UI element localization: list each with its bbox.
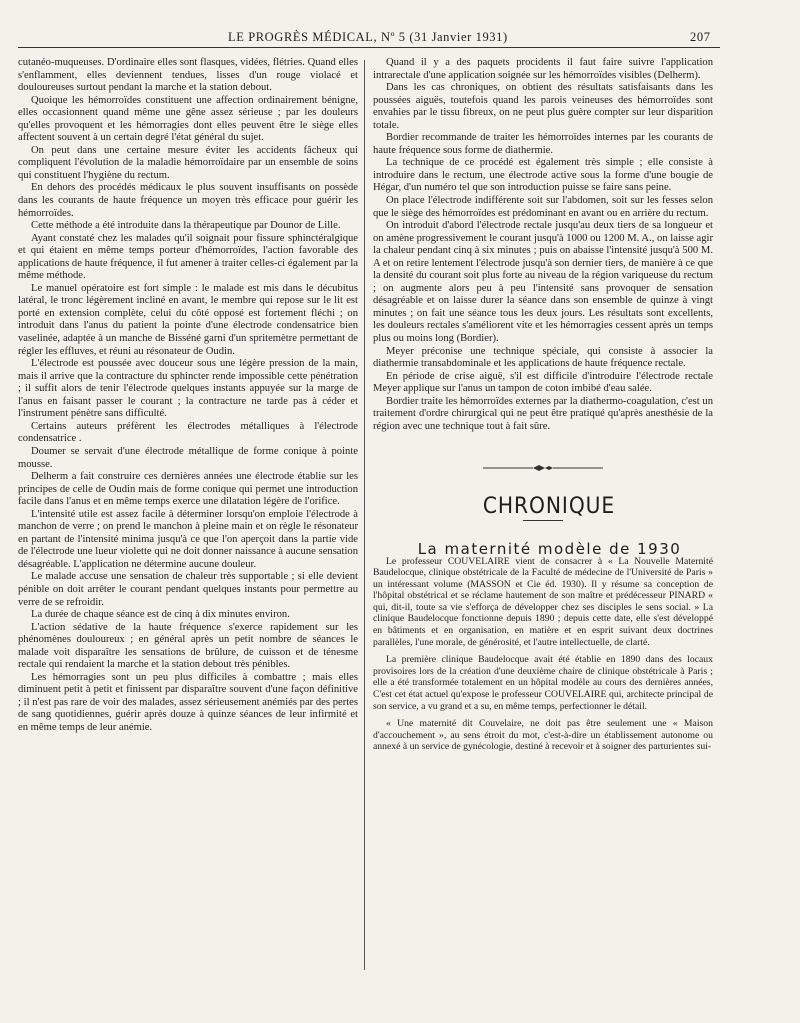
paragraph: Doumer se servait d'une électrode métallique de forme conique à pointe mousse. xyxy=(18,445,358,470)
section-heading: CHRONIQUE xyxy=(482,494,616,520)
right-column xyxy=(373,57,713,977)
paragraph: L'intensité utile est assez facile à déterminer lorsqu'on emploie l'électrode à manchon de verre ; on prend le manchon à pleine main et on règle le résonateur en partant de l'intensité minima jusqu'à ce que l'on aperçoit dans la partie vide de l'électrode une lueur violette qui ne doit donner naissance à aucune sensation désagréable. L'application ne détermine aucune douleur. xyxy=(18,508,358,570)
header-rule xyxy=(18,47,720,48)
article-title: La maternité modèle de 1930 xyxy=(417,539,682,558)
paragraph: Ayant constaté chez les malades qu'il soignait pour fissure sphinctéralgique et qui étaient en même temps porteur d'hémorroïdes, l'action favorable des applications de haute fréquence, il fut amener à traiter celles-ci également par la même méthode. xyxy=(18,232,358,282)
paragraph: Le malade accuse une sensation de chaleur très supportable ; si elle devient pénible on doit arrêter le courant pendant quelques instants pour permettre au verre de se refroidir. xyxy=(18,571,358,608)
paragraph: Dans les cas chroniques, on obtient des résultats satisfaisants dans les poussées aiguës, toutefois quand les parois veineuses des hémorroïdes sont envahies par le tissu fibreux, on ne peut plus guère compter sur leur disparition totale. xyxy=(373,82,713,131)
paragraph: L'électrode est poussée avec douceur sous une légère pression de la main, mais il arrive que la contracture du sphincter rende impossible cette pénétration ; il suffit alors de tenir l'électrode quelques instants appuyée sur la marge de l'anus en faisant passer le courant ; la contracture ne tarde pas à céder et l'instrument pénètre sans difficulté. xyxy=(18,358,358,420)
article-body xyxy=(373,556,713,754)
paragraph: La première clinique Baudelocque avait été établie en 1890 dans des locaux provisoires lors de la création d'une deuxième chaire de clinique obstétricale à Paris ; elle a été transformée totalement en un hôpital modèle au cours des dernières années, C'est cet état actuel qu'expose le professeur COUVELAIRE qui, architecte principal de son service, a vu grand et a su, en même temps, perfectionner le détail. xyxy=(373,654,713,712)
paragraph: On place l'électrode indifférente soit sur l'abdomen, soit sur les fesses selon que le siège des hémorroïdes est prédominant en avant ou en arrière du rectum. xyxy=(373,195,713,219)
paragraph: « Une maternité dit Couvelaire, ne doit pas être seulement une « Maison d'accouchement », au sens étroit du mot, c'est-à-dire un établissement autonome ou annexé à un service de gynécologie, destiné à recevoir et à soigner des parturientes sui- xyxy=(373,718,713,753)
paragraph: Delherm a fait construire ces dernières années une électrode établie sur les principes de celle de Oudin mais de forme conique qui permet une introduction facile dans l'anus et en même temps exerce une dilatation légère de l'orifice. xyxy=(18,471,358,508)
ornament-divider xyxy=(483,463,603,473)
paragraph: Quoique les hémorroïdes constituent une affection ordinairement bénigne, elles occasionnent quand même une gêne assez sérieuse ; par les douleurs qu'elles provoquent et les hémorragies dont elles peuvent être le siège elles affectent souvent à un certain degré l'état général du sujet. xyxy=(18,94,358,144)
paragraph: Bordier traite les hémorroïdes externes par la diathermo-coagulation, c'est un traitement d'ordre chirurgical qui ne peut être pratiqué qu'après anesthésie de la région avec une technique tout à fait sûre. xyxy=(373,395,713,432)
paragraph: Les hémorragies sont un peu plus difficiles à combattre ; mais elles diminuent petit à petit et finissent par disparaître souvent d'une façon définitive ; il n'est pas rare de voir des malades, assez sérieusement anémiés par des pertes de sang quotidiennes, guérir après douze à quinze séances de leur infirmité et en même temps de leur anémie. xyxy=(18,671,358,733)
column-divider xyxy=(364,60,365,970)
paragraph: Certains auteurs préfèrent les électrodes métalliques à l'électrode condensatrice . xyxy=(18,420,358,445)
paragraph: Bordier recommande de traiter les hémorroïdes internes par les courants de haute fréquence sous forme de diathermie. xyxy=(373,132,713,156)
paragraph: L'action sédative de la haute fréquence s'exerce rapidement sur les phénomènes douloureux ; en général après un petit nombre de séances le malade voit disparaître les sensations de brûlure, de cuisson et de ténesme rectale qui rendaient la marche et la station debout très pénibles. xyxy=(18,621,358,671)
paragraph: Le professeur COUVELAIRE vient de consacrer à « La Nouvelle Maternité Baudelocque, clinique obstétricale de la Faculté de médecine de l'Université de Paris » un intéressant volume (MASSON et Cie éd. 1930). Il y résume sa conception de l'hôpital obstétrical et se réclame hautement de son maître et prédécesseur PINARD « qui, dit-il, toute sa vie s'efforça de développer chez ses disciples le sens social. » La clinique Baudelocque fonctionne depuis 1890 ; depuis cette date, elle s'est développé en bâtiments et en organisation, en matière et en esprit suivant deux doctrines parallèles, l'une morale, de générosité, et l'autre intellectuelle, de clarté. xyxy=(373,555,713,648)
left-column xyxy=(18,57,358,977)
paragraph: La technique de ce procédé est également très simple ; elle consiste à introduire dans le rectum, une électrode active sous la forme d'une bougie de Hégar, d'un numéro tel que son introduction puisse se faire sans peine. xyxy=(373,157,713,194)
paragraph: On peut dans une certaine mesure éviter les accidents fâcheux qui compliquent l'évolution de la maladie hémorroïdaire par un ensemble de soins qui constituent l'hygiène du rectum. xyxy=(18,144,358,181)
paragraph: En période de crise aiguë, s'il est difficile d'introduire l'électrode rectale Meyer applique sur l'anus un tampon de coton imbibé d'eau salée. xyxy=(373,370,713,395)
paragraph: Meyer préconise une technique spéciale, qui consiste à associer la diathermie transabdominale et les applications de haute fréquence rectale. xyxy=(373,345,713,370)
paragraph: Quand il y a des paquets procidents il faut faire suivre l'application intrarectale d'une application soignée sur les hémorroïdes visibles (Delherm). xyxy=(373,57,713,81)
paragraph: On introduit d'abord l'électrode rectale jusqu'au deux tiers de sa longueur et on amène progressivement le courant jusqu'à 1000 ou 1200 M. A., on laisse agir la chaleur pendant cinq à six minutes ; puis on abaisse l'intensité jusqu'à 500 M. A et on retire lentement l'électrode jusqu'à son dernier tiers, de manière à ce que la densité du courant soit plus forte au niveau de la région variqueuse du rectum ; on augmente alors peu à peu l'intensité sans provoquer de sensation désagréable et on laisse durer la séance dans son ensemble de quinze à vingt minutes ; on fait une séance tous les deux jours. Les résultats sont excellents, les douleurs rectales s'améliorent vite et les hémorragies cessent après un temps plus ou moins long (Bordier). xyxy=(373,220,713,345)
heading-rule xyxy=(523,520,563,521)
paragraph: En dehors des procédés médicaux le plus souvent insuffisants on possède dans les courants de haute fréquence un moyen très efficace pour guérir les hémorroïdes. xyxy=(18,182,358,219)
paragraph: cutanéo-muqueuses. D'ordinaire elles sont flasques, vidées, flétries. Quand elles s'enflamment, elles deviennent tendues, lisses d'un rouge violacé et douloureuses surtout pendant la marche et la station debout. xyxy=(18,57,358,94)
running-title: LE PROGRÈS MÉDICAL, Nº 5 (31 Janvier 1931) xyxy=(228,30,508,44)
paragraph: La durée de chaque séance est de cinq à dix minutes environ. xyxy=(31,609,290,621)
paragraph: Le manuel opératoire est fort simple : le malade est mis dans le décubitus latéral, le tronc légèrement incliné en avant, le membre qui repose sur le lit est porté en extension complète, celui du côté opposé est fortement fléchi ; on introduit dans l'anus du patient la pointe d'une électrode condensatrice bien vaselinée, adaptée à un manche de Bisséné garni d'un spritemètre permettant de régler les effluves, et réuni au résonateur de Oudin. xyxy=(18,282,358,357)
page-number: 207 xyxy=(690,30,711,44)
paragraph: Cette méthode a été introduite dans la thérapeutique par Dounor de Lille. xyxy=(31,220,341,232)
